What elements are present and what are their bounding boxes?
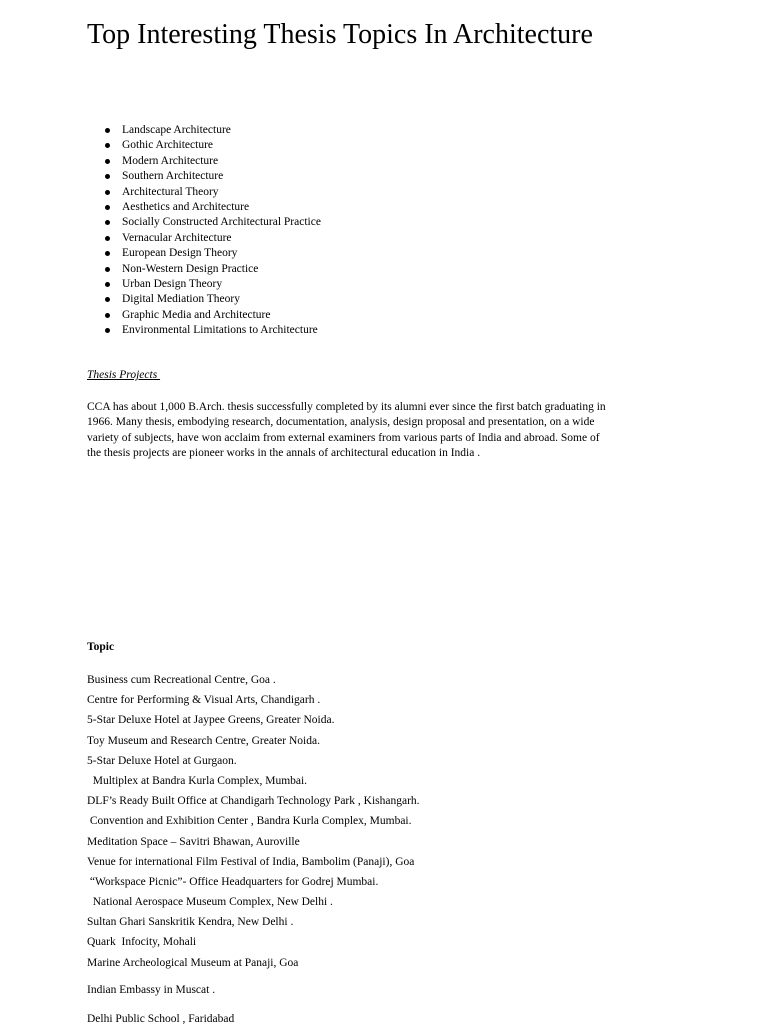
- topic-item-embassy: Indian Embassy in Muscat .: [87, 984, 216, 996]
- topic-item: Venue for international Film Festival of India, Bambolim (Panaji), Goa: [87, 855, 415, 868]
- list-item-label: Southern Architecture: [122, 170, 224, 183]
- list-item-label: Aesthetics and Architecture: [122, 200, 250, 213]
- list-item-label: Environmental Limitations to Architecture: [122, 324, 318, 337]
- thesis-projects-heading: Thesis Projects: [87, 369, 161, 381]
- bullet-icon: [105, 251, 110, 256]
- bullet-icon: [105, 220, 110, 225]
- list-item: [104, 154, 321, 169]
- topic-item: National Aerospace Museum Complex, New Delhi .: [87, 896, 333, 909]
- list-item: [104, 292, 321, 307]
- list-item-label: Vernacular Architecture: [122, 231, 232, 244]
- list-item: [104, 308, 321, 323]
- page-title: Top Interesting Thesis Topics In Architecture: [87, 19, 593, 50]
- architecture-topics-list: [104, 123, 321, 338]
- list-item-label: Graphic Media and Architecture: [122, 308, 271, 321]
- topic-item: Meditation Space – Savitri Bhawan, Auroville: [87, 835, 300, 848]
- bullet-icon: [105, 143, 110, 148]
- list-item: [104, 262, 321, 277]
- bullet-icon: [105, 282, 110, 287]
- topic-heading: Topic: [87, 641, 115, 653]
- topic-item: 5-Star Deluxe Hotel at Gurgaon.: [87, 754, 237, 767]
- list-item-label: Architectural Theory: [122, 185, 219, 198]
- topic-item: Sultan Ghari Sanskritik Kendra, New Delhi .: [87, 916, 294, 929]
- thesis-projects-paragraph: CCA has about 1,000 B.Arch. thesis successfully completed by its alumni ever since the first batch graduating in 1966. Many thesis, embodying research, documentation, analysis, design proposal and presentation, on a wide variety of subjects, have won acclaim from external examiners from various parts of India and abroad. Some of the thesis projects are pioneer works in the annals of architectural education in India .: [87, 401, 606, 459]
- topic-item: Toy Museum and Research Centre, Greater Noida.: [87, 734, 320, 747]
- list-item-label: Socially Constructed Architectural Practice: [122, 216, 321, 229]
- list-item-label: Landscape Architecture: [122, 124, 231, 136]
- list-item: [104, 185, 321, 200]
- list-item: [104, 277, 321, 292]
- list-item-label: Modern Architecture: [122, 154, 219, 167]
- bullet-icon: [105, 236, 110, 241]
- bullet-icon: [105, 190, 110, 195]
- bullet-icon: [105, 174, 110, 179]
- bullet-icon: [105, 205, 110, 210]
- list-item: [104, 231, 321, 246]
- topic-item: “Workspace Picnic”- Office Headquarters for Godrej Mumbai.: [87, 875, 379, 888]
- topic-item: Marine Archeological Museum at Panaji, Goa: [87, 956, 299, 969]
- topic-item: DLF’s Ready Built Office at Chandigarh Technology Park , Kishangarh.: [87, 795, 420, 808]
- list-item: [104, 123, 321, 138]
- list-item: [104, 169, 321, 184]
- topic-item: Multiplex at Bandra Kurla Complex, Mumbai.: [87, 774, 308, 787]
- bullet-icon: [105, 159, 110, 164]
- topic-item: Quark Infocity, Mohali: [87, 936, 197, 949]
- list-item: [104, 215, 321, 230]
- bullet-icon: [105, 128, 110, 133]
- list-item-label: European Design Theory: [122, 247, 238, 260]
- list-item: [104, 138, 321, 153]
- topic-item: Centre for Performing & Visual Arts, Chandigarh .: [87, 694, 321, 707]
- bullet-icon: [105, 267, 110, 272]
- bullet-icon: [105, 297, 110, 302]
- topic-item-school: Delhi Public School , Faridabad: [87, 1013, 235, 1025]
- bullet-icon: [105, 313, 110, 318]
- list-item-label: Digital Mediation Theory: [122, 293, 240, 306]
- list-item: [104, 323, 321, 338]
- list-item: [104, 246, 321, 261]
- list-item-label: Gothic Architecture: [122, 139, 214, 152]
- topic-item: Business cum Recreational Centre, Goa .: [87, 674, 276, 686]
- thesis-topic-list: [87, 670, 420, 973]
- list-item-label: Non-Western Design Practice: [122, 262, 259, 275]
- topic-item: 5-Star Deluxe Hotel at Jaypee Greens, Greater Noida.: [87, 714, 335, 727]
- list-item-label: Urban Design Theory: [122, 277, 223, 290]
- list-item: [104, 200, 321, 215]
- topic-item: Convention and Exhibition Center , Bandra Kurla Complex, Mumbai.: [87, 815, 412, 828]
- bullet-icon: [105, 328, 110, 333]
